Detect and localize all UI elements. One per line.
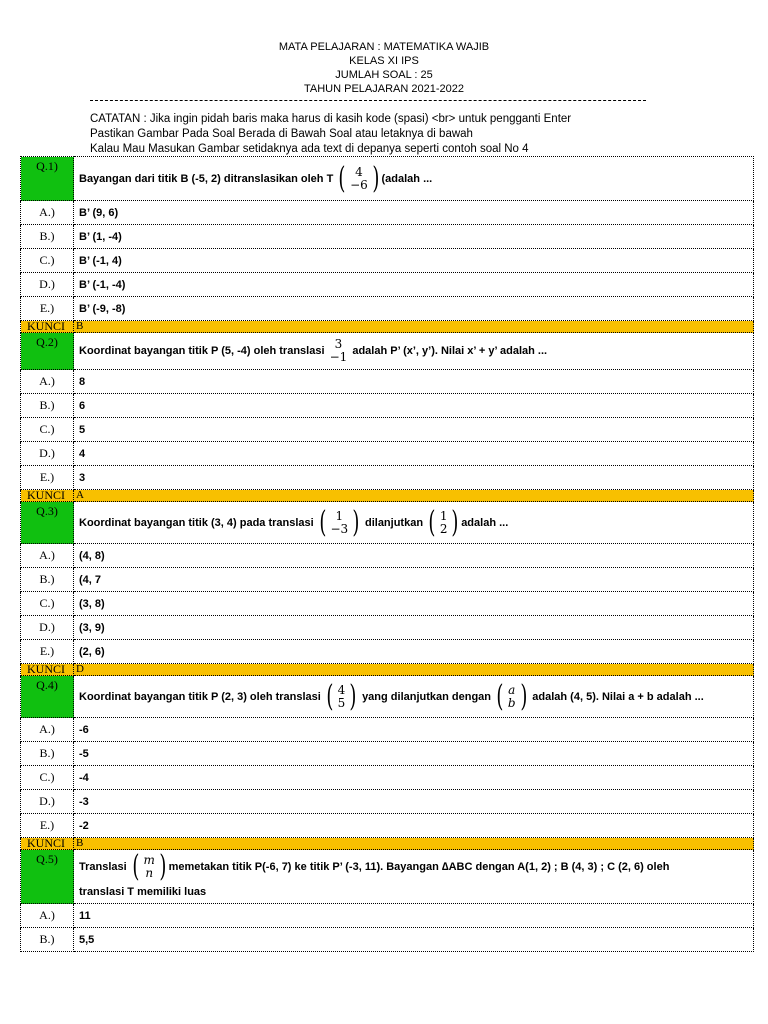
column-vector: ( 1 −3 ) <box>319 504 360 540</box>
option-row: E.) 3 <box>21 466 754 490</box>
answer-key-row: KUNCI B <box>21 838 754 850</box>
answer-key-row: KUNCI D <box>21 664 754 676</box>
question-text: Koordinat bayangan titik P (5, -4) oleh translasi 3 −1 adalah P’ (x’, y’). Nilai x’ + y’ adalah ... <box>74 333 754 370</box>
translation-fraction: 3 −1 <box>329 337 348 364</box>
answer-key-row: KUNCI B <box>21 321 754 333</box>
column-vector: ( 4 −6 ) <box>338 160 380 196</box>
option-row: B.) 6 <box>21 394 754 418</box>
option-d: (3, 9) <box>74 616 754 640</box>
answer-key-row: KUNCI A <box>21 490 754 502</box>
answer-key: B <box>74 838 754 850</box>
option-row: D.) (3, 9) <box>21 616 754 640</box>
option-row: E.) B’ (-9, -8) <box>21 297 754 321</box>
subject-title: MATA PELAJARAN : MATEMATIKA WAJIB <box>278 41 490 53</box>
question-label: Q.1) <box>21 157 74 201</box>
option-row: C.) B’ (-1, 4) <box>21 249 754 273</box>
option-row: A.) (4, 8) <box>21 544 754 568</box>
option-d: 4 <box>74 442 754 466</box>
option-row: A.) -6 <box>21 718 754 742</box>
option-row: C.) (3, 8) <box>21 592 754 616</box>
question-row-4 <box>21 676 754 718</box>
answer-key: B <box>74 321 754 333</box>
option-row: B.) (4, 7 <box>21 568 754 592</box>
note-line-2: Pastikan Gambar Pada Soal Berada di Bawah Soal atau letaknya di bawah <box>90 128 473 140</box>
option-e: 3 <box>74 466 754 490</box>
option-e: -2 <box>74 814 754 838</box>
question-label: Q.2) <box>21 333 74 370</box>
note-line-3: Kalau Mau Masukan Gambar setidaknya ada text di depanya seperti contoh soal No 4 <box>90 143 529 155</box>
option-row: A.) B’ (9, 6) <box>21 201 754 225</box>
option-a: 8 <box>74 370 754 394</box>
option-a: 11 <box>74 904 754 928</box>
answer-key: A <box>74 490 754 502</box>
option-d: B’ (-1, -4) <box>74 273 754 297</box>
academic-year: TAHUN PELAJARAN 2021-2022 <box>304 83 464 95</box>
column-vector: ( a b ) <box>496 678 527 714</box>
option-c: 5 <box>74 418 754 442</box>
question-label: Q.3) <box>21 502 74 544</box>
option-b: B’ (1, -4) <box>74 225 754 249</box>
question-row-1 <box>21 157 754 201</box>
dashed-separator <box>90 100 646 101</box>
question-text: Translasi ( m n ) memetakan titik P(-6, 7) ke titik P’ (-3, 11). Bayangan ∆ABC dengan A(1, 2) ; B (4, 3) ; C (2, 6) oleh translasi T memiliki luas <box>74 850 754 904</box>
option-row: D.) B’ (-1, -4) <box>21 273 754 297</box>
option-b: 6 <box>74 394 754 418</box>
question-row-2 <box>21 333 754 370</box>
option-row: B.) 5,5 <box>21 928 754 952</box>
column-vector: ( 4 5 ) <box>326 678 357 714</box>
option-row: E.) (2, 6) <box>21 640 754 664</box>
option-b: 5,5 <box>74 928 754 952</box>
option-c: (3, 8) <box>74 592 754 616</box>
document-header <box>0 40 768 96</box>
option-e: B’ (-9, -8) <box>74 297 754 321</box>
option-a: B’ (9, 6) <box>74 201 754 225</box>
note-line-1: CATATAN : Jika ingin pidah baris maka harus di kasih kode (spasi) <br> untuk pengganti Enter <box>90 113 572 125</box>
question-count: JUMLAH SOAL : 25 <box>335 69 433 81</box>
option-a: -6 <box>74 718 754 742</box>
option-row: B.) B’ (1, -4) <box>21 225 754 249</box>
option-row: C.) 5 <box>21 418 754 442</box>
option-c: B’ (-1, 4) <box>74 249 754 273</box>
question-label: Q.4) <box>21 676 74 718</box>
option-a: (4, 8) <box>74 544 754 568</box>
question-row-3 <box>21 502 754 544</box>
option-row: A.) 8 <box>21 370 754 394</box>
question-table <box>20 156 754 952</box>
class-title: KELAS XI IPS <box>349 55 419 67</box>
option-c: -4 <box>74 766 754 790</box>
question-text: Koordinat bayangan titik (3, 4) pada translasi ( 1 −3 ) dilanjutkan ( 1 2 ) adalah ... <box>74 502 754 544</box>
answer-key: D <box>74 664 754 676</box>
question-row-5 <box>21 850 754 904</box>
question-label: Q.5) <box>21 850 74 904</box>
option-row: D.) -3 <box>21 790 754 814</box>
column-vector: ( m n ) <box>132 848 167 884</box>
option-d: -3 <box>74 790 754 814</box>
option-b: (4, 7 <box>74 568 754 592</box>
option-e: (2, 6) <box>74 640 754 664</box>
column-vector: ( 1 2 ) <box>428 504 459 540</box>
question-text: Koordinat bayangan titik P (2, 3) oleh translasi ( 4 5 ) yang dilanjutkan dengan ( a b ) adalah (4, 5). Nilai a + b adalah ... <box>74 676 754 718</box>
option-row: E.) -2 <box>21 814 754 838</box>
notes-block <box>90 112 571 157</box>
option-row: A.) 11 <box>21 904 754 928</box>
question-text: Bayangan dari titik B (-5, 2) ditranslasikan oleh T ( 4 −6 ) (adalah ... <box>74 157 754 201</box>
option-row: D.) 4 <box>21 442 754 466</box>
option-row: B.) -5 <box>21 742 754 766</box>
option-row: C.) -4 <box>21 766 754 790</box>
option-b: -5 <box>74 742 754 766</box>
